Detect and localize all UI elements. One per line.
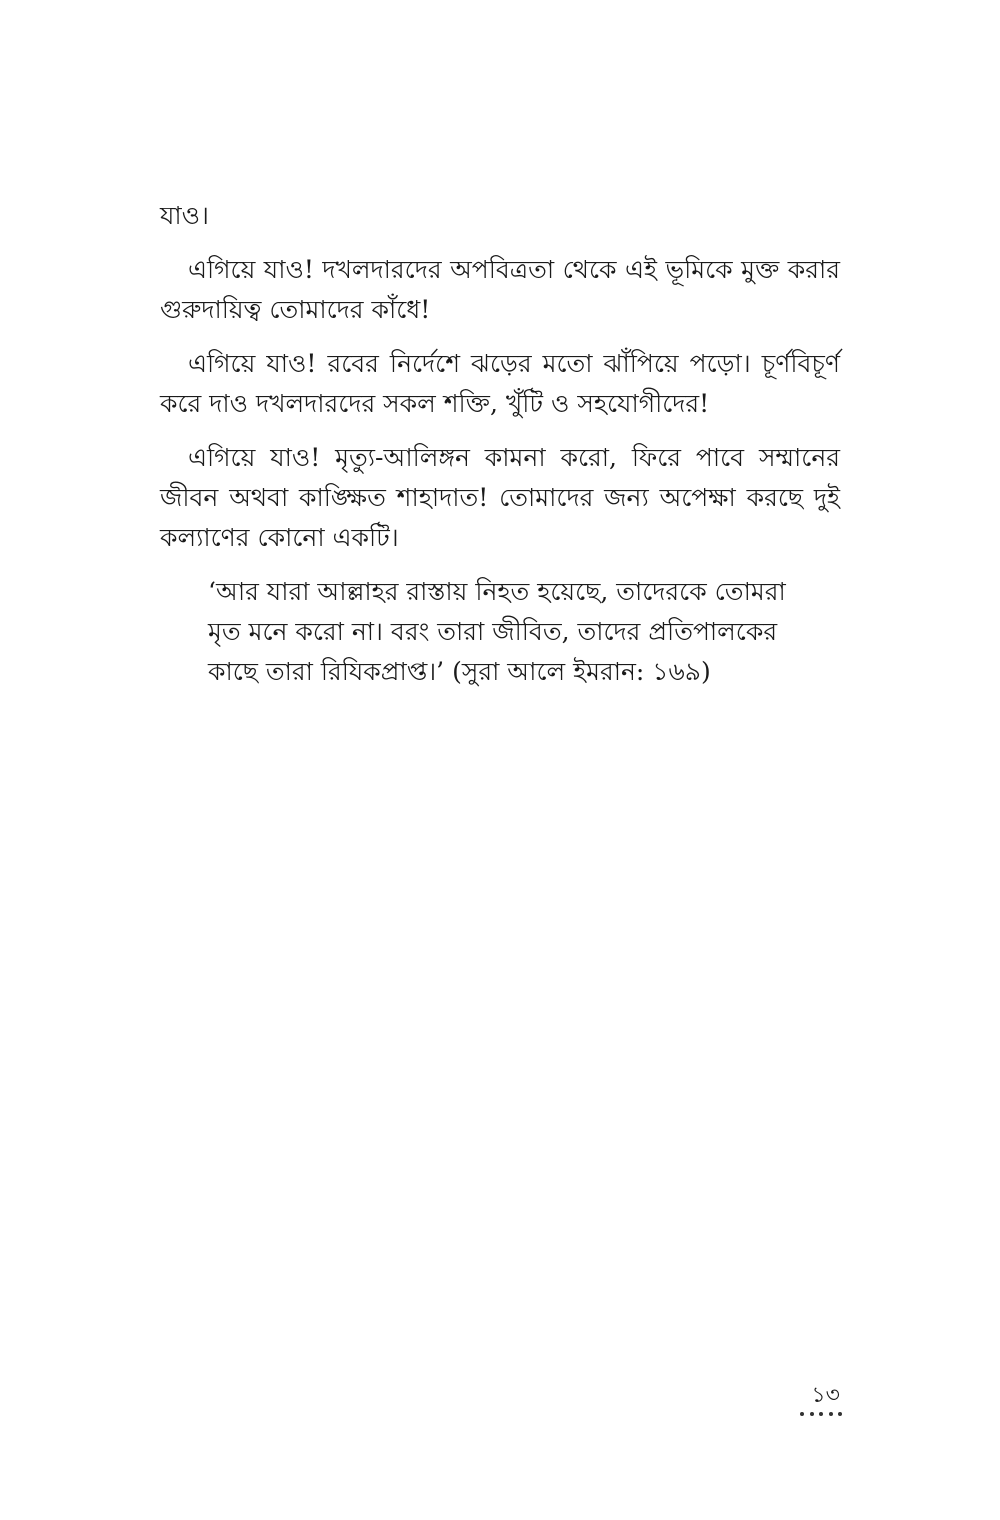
paragraph-1: এগিয়ে যাও! দখলদারদের অপবিত্রতা থেকে এই ভূমিকে মুক্ত করার গুরুদায়িত্ব তোমাদের কাঁধে! (160, 255, 840, 324)
paragraph-2: এগিয়ে যাও! রবের নির্দেশে ঝড়ের মতো ঝাঁপিয়ে পড়ো। চূর্ণবিচূর্ণ করে দাও দখলদারদের সকল শক্তি, খুঁটি ও সহযোগীদের! (160, 349, 840, 418)
dot (838, 1412, 842, 1416)
paragraph-3: এগিয়ে যাও! মৃত্যু-আলিঙ্গন কামনা করো, ফিরে পাবে সম্মানের জীবন অথবা কাঙ্ক্ষিত শাহাদাত! তোমাদের জন্য অপেক্ষা করছে দুই কল্যাণের কোনো একটি। (160, 443, 840, 552)
page-number: ১৩ (811, 1383, 840, 1408)
dot (819, 1412, 823, 1416)
dot (800, 1412, 804, 1416)
dot (829, 1412, 833, 1416)
paragraph-continuation: যাও। (160, 201, 209, 230)
dot (810, 1412, 814, 1416)
body-text (160, 196, 840, 692)
page-number-dots (800, 1412, 842, 1418)
quran-quote: ‘আর যারা আল্লাহর রাস্তায় নিহত হয়েছে, তাদেরকে তোমরা মৃত মনে করো না। বরং তারা জীবিত, তাদের প্রতিপালকের কাছে তারা রিযিকপ্রাপ্ত।’ (সুরা আলে ইমরান: ১৬৯) (208, 577, 786, 686)
